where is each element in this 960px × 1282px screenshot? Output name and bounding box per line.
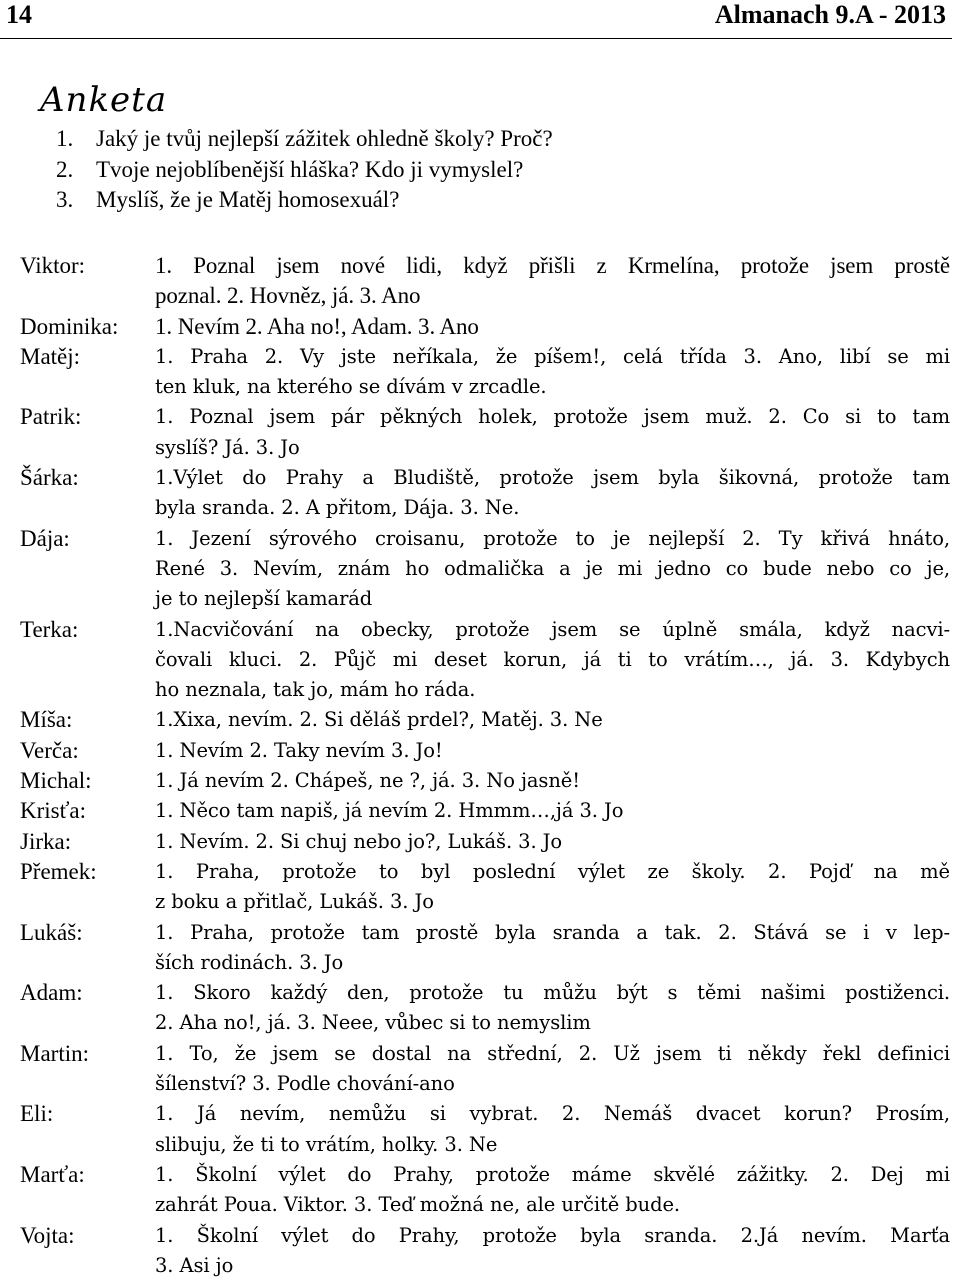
respondent-name: Míša:: [20, 707, 73, 733]
answer-line: 1. Školní výlet do Prahy, protože máme skvělé zážitky. 2. Dej mi: [155, 1162, 950, 1186]
answer-line: 1. Praha, protože to byl poslední výlet ze školy. 2. Pojď na mě: [155, 859, 950, 883]
answer-line: je to nejlepší kamarád: [155, 587, 373, 611]
respondent-name: Matěj:: [20, 343, 81, 369]
answer-line: 1. Skoro každý den, protože tu můžu být s těmi našimi postiženci.: [155, 981, 950, 1005]
answer-line: ších rodinách. 3. Jo: [155, 950, 344, 974]
question-number: 2.: [56, 156, 74, 182]
question-item: [56, 124, 553, 155]
answer-row: [20, 978, 950, 1039]
respondent-answer: [155, 615, 950, 706]
respondent-answer: [155, 857, 950, 918]
answer-line: 1. Poznal jsem pár pěkných holek, protože jsem muž. 2. Co si to tam: [155, 405, 950, 429]
answer-line: čovali kluci. 2. Půjč mi deset korun, já ti to vrátím…, já. 3. Kdybych: [155, 647, 950, 671]
answer-row: [20, 857, 950, 918]
respondent-name: Lukáš:: [20, 919, 83, 945]
answer-line: 1.Xixa, nevím. 2. Si děláš prdel?, Matěj. 3. Ne: [155, 708, 603, 732]
answer-row: [20, 705, 950, 735]
respondent-answer: [155, 827, 950, 857]
answer-line: 1. Školní výlet do Prahy, protože byla sranda. 2.Já nevím. Marťa: [155, 1223, 950, 1247]
answer-row: [20, 463, 950, 524]
answer-row: [20, 1039, 950, 1100]
answer-line: 1. Praha, protože tam prostě byla sranda a tak. 2. Stává se i v lep-: [155, 920, 950, 944]
publication-title: Almanach 9.A - 2013: [714, 0, 946, 29]
answer-row: [20, 402, 950, 463]
answer-list: [20, 251, 950, 1281]
answer-line: z boku a přitlač, Lukáš. 3. Jo: [155, 890, 434, 914]
respondent-name: Eli:: [20, 1101, 54, 1127]
respondent-name: Adam:: [20, 980, 83, 1006]
respondent-name: Vojta:: [20, 1222, 75, 1248]
answer-row: [20, 524, 950, 615]
answer-line: 1. Nevím 2. Aha no!, Adam. 3. Ano: [155, 313, 479, 339]
answer-row: [20, 766, 950, 796]
respondent-name: Viktor:: [20, 253, 86, 278]
answer-line: 1. Nevím 2. Taky nevím 3. Jo!: [155, 738, 443, 762]
answer-line: byla sranda. 2. A přitom, Dája. 3. Ne.: [155, 496, 520, 520]
answer-line: 1. To, že jsem se dostal na střední, 2. Už jsem ti někdy řekl definici: [155, 1041, 950, 1065]
respondent-answer: [155, 342, 950, 403]
answer-row: [20, 312, 950, 342]
answer-row: [20, 827, 950, 857]
answer-line: 3. Asi jo: [155, 1253, 234, 1277]
answer-line: 1.Nacvičování na obecky, protože jsem se úplně smála, když nacvi-: [155, 617, 950, 641]
page-header: [0, 0, 960, 40]
answer-line: 1. Jezení sýrového croisanu, protože to je nejlepší 2. Ty křivá hnáto,: [155, 526, 950, 550]
respondent-answer: [155, 251, 950, 312]
answer-row: [20, 796, 950, 826]
respondent-answer: [155, 1099, 950, 1160]
respondent-name: Terka:: [20, 616, 79, 642]
survey-title: Anketa: [40, 80, 168, 120]
respondent-answer: [155, 766, 950, 796]
page-number: 14: [6, 0, 32, 29]
question-list: [56, 124, 553, 216]
answer-row: [20, 1221, 950, 1282]
respondent-answer: [155, 705, 950, 735]
answer-line: šílenství? 3. Podle chování-ano: [155, 1072, 455, 1096]
answer-row: [20, 251, 950, 312]
respondent-name: Jirka:: [20, 828, 72, 854]
answer-row: [20, 342, 950, 403]
respondent-name: Martin:: [20, 1040, 89, 1066]
answer-line: 1. Praha 2. Vy jste neříkala, že píšem!, celá třída 3. Ano, libí se mi: [155, 344, 950, 368]
respondent-name: Přemek:: [20, 858, 97, 884]
respondent-name: Michal:: [20, 768, 92, 794]
answer-line: 2. Aha no!, já. 3. Neee, vůbec si to nemyslim: [155, 1011, 591, 1035]
answer-line: René 3. Nevím, znám ho odmalička a je mi jedno co bude nebo co je,: [155, 556, 950, 580]
respondent-name: Verča:: [20, 737, 79, 763]
question-item: [56, 155, 553, 186]
question-text: Tvoje nejoblíbenější hláška? Kdo ji vymyslel?: [96, 156, 524, 182]
answer-line: syslíš? Já. 3. Jo: [155, 435, 300, 459]
respondent-answer: [155, 463, 950, 524]
respondent-name: Dominika:: [20, 313, 119, 339]
answer-line: ho neznala, tak jo, mám ho ráda.: [155, 678, 476, 702]
question-text: Jaký je tvůj nejlepší zážitek ohledně školy? Proč?: [96, 126, 553, 151]
respondent-answer: [155, 918, 950, 979]
answer-line: ten kluk, na kterého se dívám v zrcadle.: [155, 375, 547, 399]
respondent-answer: [155, 1160, 950, 1221]
answer-line: 1. Nevím. 2. Si chuj nebo jo?, Lukáš. 3. Jo: [155, 829, 562, 853]
answer-line: 1. Já nevím, nemůžu si vybrat. 2. Nemáš dvacet korun? Prosím,: [155, 1102, 950, 1126]
respondent-answer: [155, 402, 950, 463]
answer-row: [20, 1160, 950, 1221]
respondent-name: Krisťa:: [20, 798, 87, 824]
answer-row: [20, 1099, 950, 1160]
answer-line: poznal. 2. Hovněz, já. 3. Ano: [155, 283, 421, 309]
respondent-answer: [155, 524, 950, 615]
respondent-answer: [155, 978, 950, 1039]
question-number: 3.: [56, 187, 74, 212]
answer-line: 1. Poznal jsem nové lidi, když přišli z Krmelína, protože jsem prostě: [155, 253, 950, 278]
respondent-answer: [155, 736, 950, 766]
question-number: 1.: [56, 126, 74, 151]
answer-line: slibuju, že ti to vrátím, holky. 3. Ne: [155, 1132, 498, 1156]
answer-line: zahrát Poua. Viktor. 3. Teď možná ne, ale určitě bude.: [155, 1193, 681, 1217]
answer-line: 1. Něco tam napiš, já nevím 2. Hmmm…,já 3. Jo: [155, 799, 624, 823]
question-text: Myslíš, že je Matěj homosexuál?: [96, 187, 400, 212]
respondent-answer: [155, 1039, 950, 1100]
answer-row: [20, 918, 950, 979]
respondent-name: Šárka:: [20, 465, 79, 491]
answer-row: [20, 736, 950, 766]
respondent-answer: [155, 312, 950, 342]
header-divider: [0, 38, 952, 39]
answer-row: [20, 615, 950, 706]
respondent-name: Dája:: [20, 525, 70, 551]
answer-line: 1.Výlet do Prahy a Bludiště, protože jsem byla šikovná, protože tam: [155, 466, 950, 490]
respondent-name: Patrik:: [20, 404, 82, 430]
answer-line: 1. Já nevím 2. Chápeš, ne ?, já. 3. No jasně!: [155, 769, 580, 793]
respondent-name: Marťa:: [20, 1161, 85, 1187]
respondent-answer: [155, 1221, 950, 1282]
question-item: [56, 185, 553, 216]
respondent-answer: [155, 796, 950, 826]
